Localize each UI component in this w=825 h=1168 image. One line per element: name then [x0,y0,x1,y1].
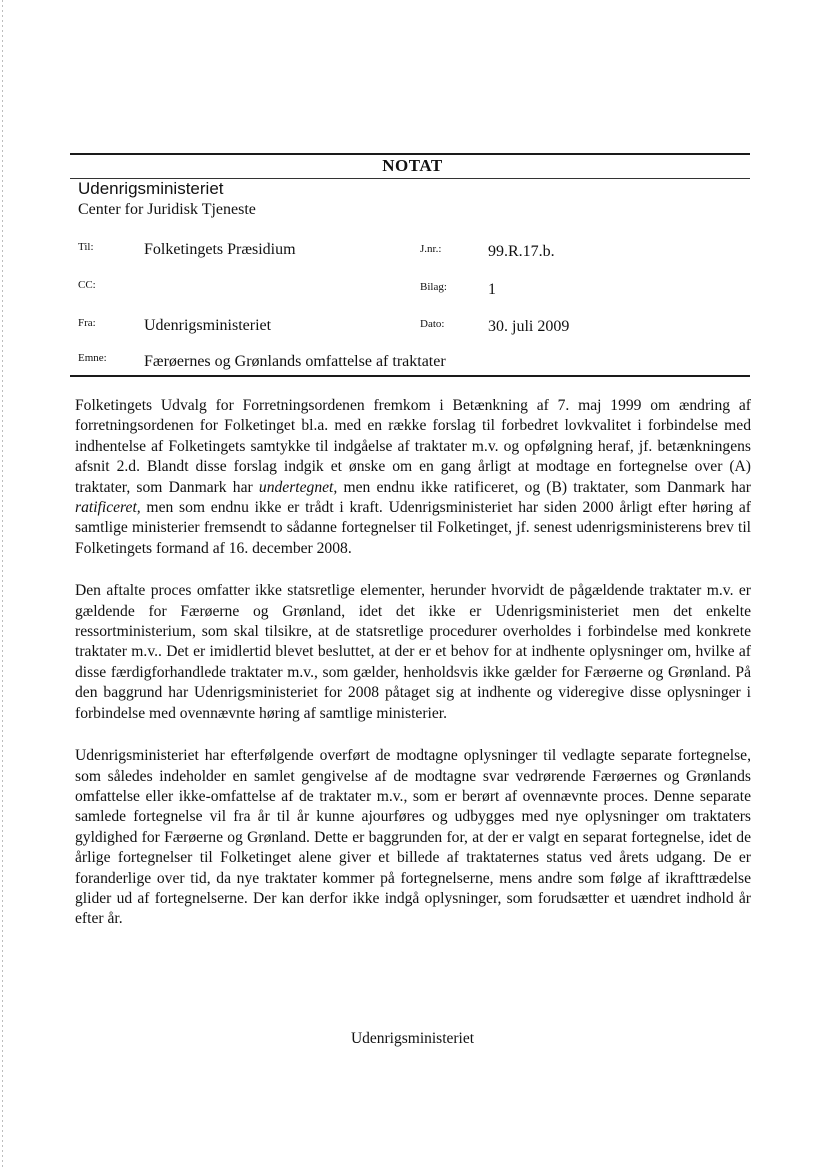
emphasis-ratificeret: ratificeret, [75,499,141,517]
header-top-rule [70,153,750,155]
paragraph-1-part-b: men endnu ikke ratificeret, og (B) traktater, som Danmark har [337,478,751,496]
fra-value: Udenrigsministeriet [144,317,272,334]
fra-label: Fra: [78,317,96,329]
signature: Udenrigsministeriet [350,1030,475,1047]
ministry-name: Udenrigsministeriet [78,179,224,198]
dato-value: 30. juli 2009 [488,318,570,335]
emne-value: Færøernes og Grønlands omfattelse af traktater [144,353,446,370]
bilag-value: 1 [488,281,496,298]
paragraph-3: Udenrigsministeriet har efterfølgende overført de modtagne oplysninger til vedlagte separate fortegnelse, som således indeholder en samlet gengivelse af de modtagne svar vedrørende Færøernes og Grønlands omfattelse eller ikke-omfattelse af de traktater m.v., som er berørt af ovennævnte proces. Denne separate samlede fortegnelse vil fra år til år kunne ajourføres og udbygges med nye oplysninger om traktaters gyldighed for Færøerne og Grønland. Dette er baggrunden for, at der er valgt en separat fortegnelse, idet de årlige fortegnelser til Folketinget alene giver et billede af traktaternes status ved årets udgang. De er foranderlige over tid, da nye traktater kommer på fortegnelserne, mens andre som følge af ikrafttrædelse glider ud af fortegnelserne. Der kan derfor ikke indgå oplysninger, som forudsætter et uændret indhold år efter år. [75,747,751,928]
paragraph-1-part-c: men som endnu ikke er trådt i kraft. Udenrigsministeriet har siden 2000 årligt efter høring af samtlige ministerier fremsendt to sådanne fortegnelser til Folketinget, jf. senest udenrigsministerens brev til Folketingets formand af 16. december 2008. [75,499,751,557]
bilag-label: Bilag: [420,281,447,293]
document-body [75,396,751,952]
document-title: NOTAT [382,156,443,175]
department-name: Center for Juridisk Tjeneste [78,201,256,218]
til-label: Til: [78,241,94,253]
jnr-label: J.nr.: [420,243,442,255]
emphasis-undertegnet: undertegnet, [258,478,338,496]
cc-label: CC: [78,279,96,291]
paragraph-1 [75,396,751,559]
dato-label: Dato: [420,318,445,330]
jnr-value: 99.R.17.b. [488,243,555,260]
til-value: Folketingets Præsidium [144,241,296,258]
paragraph-1-part-a: Folketingets Udvalg for Forretningsordenen fremkom i Betænkning af 7. maj 1999 om ændring af forretningsordenen for Folketinget bl.a. med en række forslag til forbedret lovkvalitet i forbindelse med indhentelse af Folketingets samtykke til indgåelse af traktater m.v. og opfølgning heraf, jf. betænkningens afsnit 2.d. Blandt disse forslag indgik et ønske om en gang årligt at modtage en fortegnelse over (A) traktater, som Danmark har [75,397,751,496]
paragraph-2: Den aftalte proces omfatter ikke statsretlige elementer, herunder hvorvidt de pågældende traktater m.v. er gældende for Færøerne og Grønland, idet det ikke er Udenrigsministeriet men det enkelte ressortministerium, som skal tilsikre, at de statsretlige procedurer overholdes i forbindelse med konkrete traktater m.v.. Det er imidlertid blevet besluttet, at der er et behov for at indhente oplysninger om, hvilke af disse færdigforhandlede traktater m.v., som gælder, henholdsvis ikke gælder for Færøerne og Grønland. På den baggrund har Udenrigsministeriet for 2008 påtaget sig at indhente og videregive disse oplysninger i forbindelse med ovennævnte høring af samtlige ministerier. [75,582,751,722]
header-bottom-rule [70,375,750,377]
emne-label: Emne: [78,352,107,364]
